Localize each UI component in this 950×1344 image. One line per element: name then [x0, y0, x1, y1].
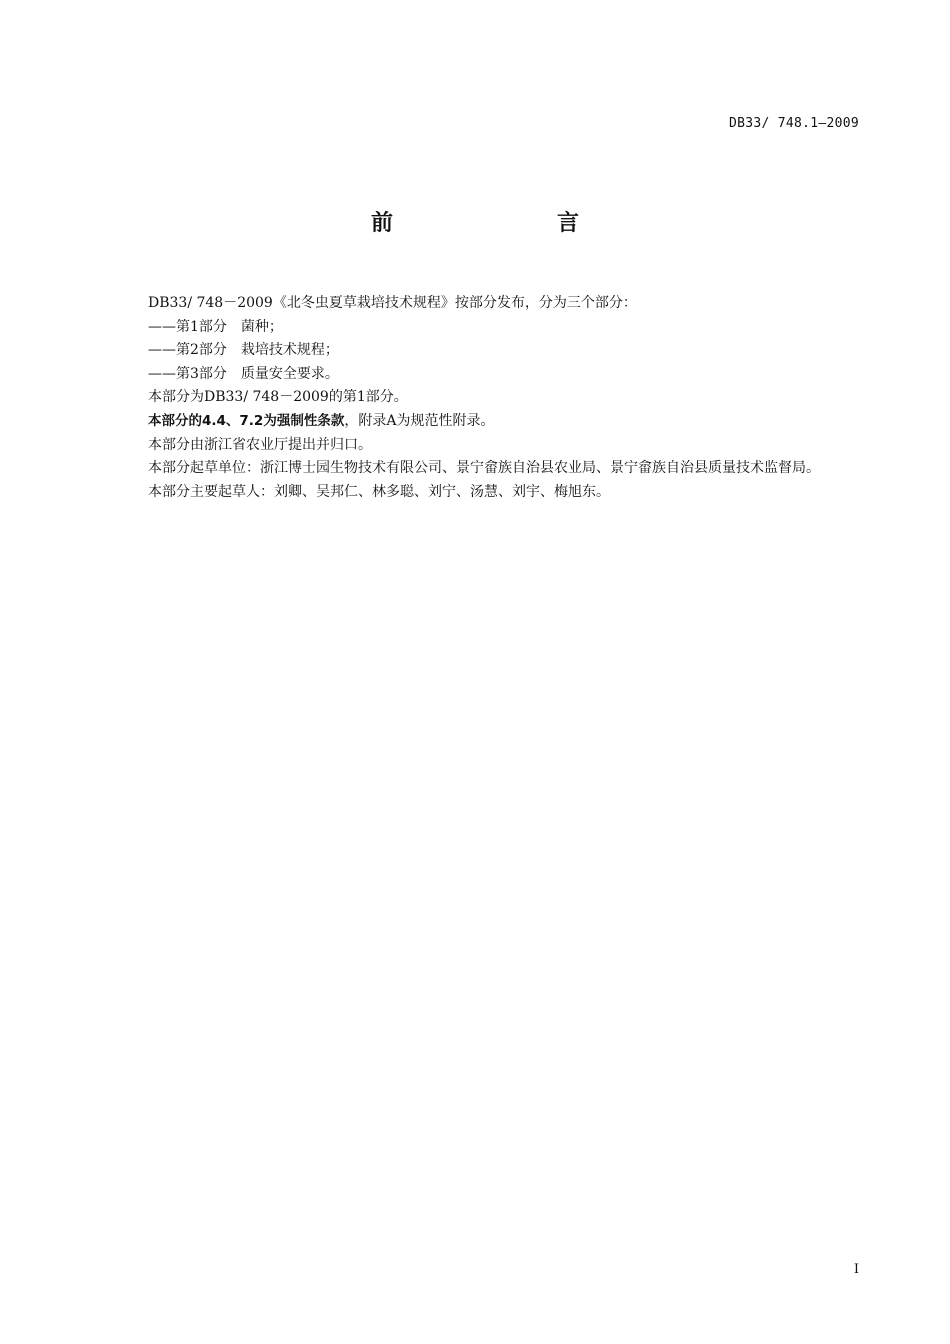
document-code: DB33/ 748.1—2009: [728, 116, 859, 131]
foreword-body: [115, 292, 860, 504]
list-item: ——第3部分 质量安全要求。: [148, 365, 339, 382]
intro-paragraph: DB33/ 748－2009《北冬虫夏草栽培技术规程》按部分发布，分为三个部分：: [148, 295, 637, 311]
this-part-paragraph: 本部分为DB33/ 748－2009的第1部分。: [148, 389, 408, 406]
mandatory-clause-rest: ，附录A为规范性附录。: [344, 412, 495, 429]
mandatory-clause-paragraph: [115, 410, 860, 434]
proposed-by-paragraph: 本部分由浙江省农业厅提出并归口。: [148, 436, 372, 453]
list-item: ——第1部分 菌种；: [148, 318, 283, 335]
mandatory-clause-bold: 本部分的4.4、7.2为强制性条款: [148, 412, 345, 429]
list-item: ——第2部分 栽培技术规程；: [148, 342, 339, 359]
drafting-units-paragraph: 本部分起草单位：浙江博士园生物技术有限公司、景宁畲族自治县农业局、景宁畲族自治县质量技术监督局。: [148, 460, 820, 477]
page-title: 前 言: [370, 211, 619, 236]
drafters-paragraph: 本部分主要起草人：刘卿、吴邦仁、林多聪、刘宁、汤慧、刘宇、梅旭东。: [148, 483, 610, 500]
page-number: I: [853, 1262, 859, 1277]
